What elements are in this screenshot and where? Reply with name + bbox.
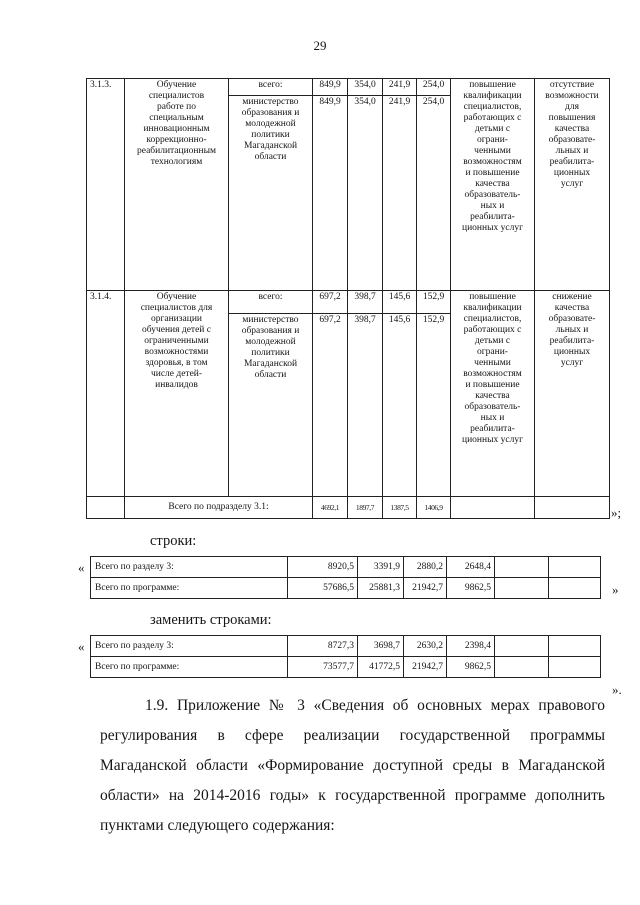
value-cell: 2880,2 bbox=[404, 557, 447, 578]
value-cell: 152,9 bbox=[417, 314, 451, 497]
value-cell: 4692,1 bbox=[313, 497, 348, 519]
measures-table bbox=[86, 78, 610, 519]
value-cell: 1406,9 bbox=[417, 497, 451, 519]
value-cell: 9862,5 bbox=[447, 657, 495, 678]
value-cell: 25881,3 bbox=[358, 578, 404, 599]
paragraph-line: 1.9. Приложение № 3 «Сведения об основных мерах правового bbox=[145, 697, 605, 714]
item-number: 3.1.3. bbox=[87, 79, 125, 291]
total-label: всего: bbox=[229, 291, 313, 314]
value-cell: 145,6 bbox=[383, 291, 417, 314]
executor: министерство образования и молодежной политики Магаданской области bbox=[229, 96, 313, 291]
table-row bbox=[91, 578, 601, 599]
value-cell: 697,2 bbox=[313, 314, 348, 497]
paragraph-line: пунктами следующего содержания: bbox=[100, 817, 335, 834]
table-row bbox=[87, 79, 610, 96]
total-label: всего: bbox=[229, 79, 313, 96]
value-cell: 145,6 bbox=[383, 314, 417, 497]
empty-cell bbox=[549, 578, 601, 599]
table-row bbox=[87, 291, 610, 314]
summary-row bbox=[87, 497, 610, 519]
empty-cell bbox=[495, 657, 549, 678]
value-cell: 1387,5 bbox=[383, 497, 417, 519]
paragraph-line: регулирования в сфере реализации государственной программы bbox=[100, 727, 605, 744]
table-row bbox=[91, 657, 601, 678]
item-description: Обучение специалистов для организации обучения детей с ограниченными возможностями здоровья, в том числе детей- инвалидов bbox=[125, 291, 229, 497]
value-cell: 241,9 bbox=[383, 79, 417, 96]
new-rows-table bbox=[90, 635, 601, 678]
value-cell: 9862,5 bbox=[447, 578, 495, 599]
value-cell: 3698,7 bbox=[358, 636, 404, 657]
closing-quote: ». bbox=[612, 682, 622, 697]
expected-result: повышение квалификации специалистов, работающих с детьми с ограни- ченными возможностям и повышение качества образователь- ных и реабилита- ционных услуг bbox=[451, 79, 535, 291]
value-cell: 1897,7 bbox=[348, 497, 383, 519]
executor: министерство образования и молодежной политики Магаданской области bbox=[229, 314, 313, 497]
empty-cell bbox=[549, 657, 601, 678]
value-cell: 2398,4 bbox=[447, 636, 495, 657]
table-row bbox=[91, 557, 601, 578]
closing-quote: » bbox=[612, 582, 619, 597]
value-cell: 8727,3 bbox=[288, 636, 358, 657]
new-rows-caption: заменить строками: bbox=[150, 612, 272, 628]
value-cell: 241,9 bbox=[383, 96, 417, 291]
value-cell: 73577,7 bbox=[288, 657, 358, 678]
summary-label: Всего по подразделу 3.1: bbox=[125, 497, 313, 519]
expected-result: повышение квалификации специалистов, работающих с детьми с ограни- ченными возможностям и повышение качества образователь- ных и реабилита- ционных услуг bbox=[451, 291, 535, 497]
value-cell: 3391,9 bbox=[358, 557, 404, 578]
row-label: Всего по программе: bbox=[91, 578, 288, 599]
empty-cell bbox=[495, 636, 549, 657]
paragraph-line: Магаданской области «Формирование доступной среды в Магаданской bbox=[100, 757, 605, 774]
row-label: Всего по разделу 3: bbox=[91, 636, 288, 657]
value-cell: 697,2 bbox=[313, 291, 348, 314]
value-cell: 21942,7 bbox=[404, 578, 447, 599]
value-cell: 354,0 bbox=[348, 79, 383, 96]
item-number: 3.1.4. bbox=[87, 291, 125, 497]
empty-cell bbox=[549, 636, 601, 657]
empty-cell bbox=[451, 497, 535, 519]
value-cell: 398,7 bbox=[348, 291, 383, 314]
old-rows-table bbox=[90, 556, 601, 599]
empty-cell bbox=[549, 557, 601, 578]
page-number: 29 bbox=[313, 38, 327, 53]
consequences: снижение качества образовате- льных и реабилита- ционных услуг bbox=[535, 291, 610, 497]
value-cell: 2630,2 bbox=[404, 636, 447, 657]
row-label: Всего по программе: bbox=[91, 657, 288, 678]
value-cell: 354,0 bbox=[348, 96, 383, 291]
row-label: Всего по разделу 3: bbox=[91, 557, 288, 578]
empty-cell bbox=[495, 578, 549, 599]
value-cell: 849,9 bbox=[313, 79, 348, 96]
value-cell: 152,9 bbox=[417, 291, 451, 314]
value-cell: 849,9 bbox=[313, 96, 348, 291]
empty-cell bbox=[87, 497, 125, 519]
table-row bbox=[91, 636, 601, 657]
value-cell: 254,0 bbox=[417, 79, 451, 96]
old-rows-caption: строки: bbox=[150, 533, 197, 549]
value-cell: 57686,5 bbox=[288, 578, 358, 599]
opening-quote: « bbox=[78, 560, 85, 575]
value-cell: 2648,4 bbox=[447, 557, 495, 578]
paragraph-line: области» на 2014-2016 годы» к государственной программе дополнить bbox=[100, 787, 605, 804]
closing-quote: »; bbox=[611, 505, 622, 520]
consequences: отсутствие возможности для повышения качества образовате- льных и реабилита- ционных услуг bbox=[535, 79, 610, 291]
opening-quote: « bbox=[78, 639, 85, 654]
value-cell: 8920,5 bbox=[288, 557, 358, 578]
item-description: Обучение специалистов работе по специальным инновационным коррекционно- реабилитационным технологиям bbox=[125, 79, 229, 291]
value-cell: 41772,5 bbox=[358, 657, 404, 678]
value-cell: 398,7 bbox=[348, 314, 383, 497]
value-cell: 21942,7 bbox=[404, 657, 447, 678]
empty-cell bbox=[535, 497, 610, 519]
empty-cell bbox=[495, 557, 549, 578]
value-cell: 254,0 bbox=[417, 96, 451, 291]
